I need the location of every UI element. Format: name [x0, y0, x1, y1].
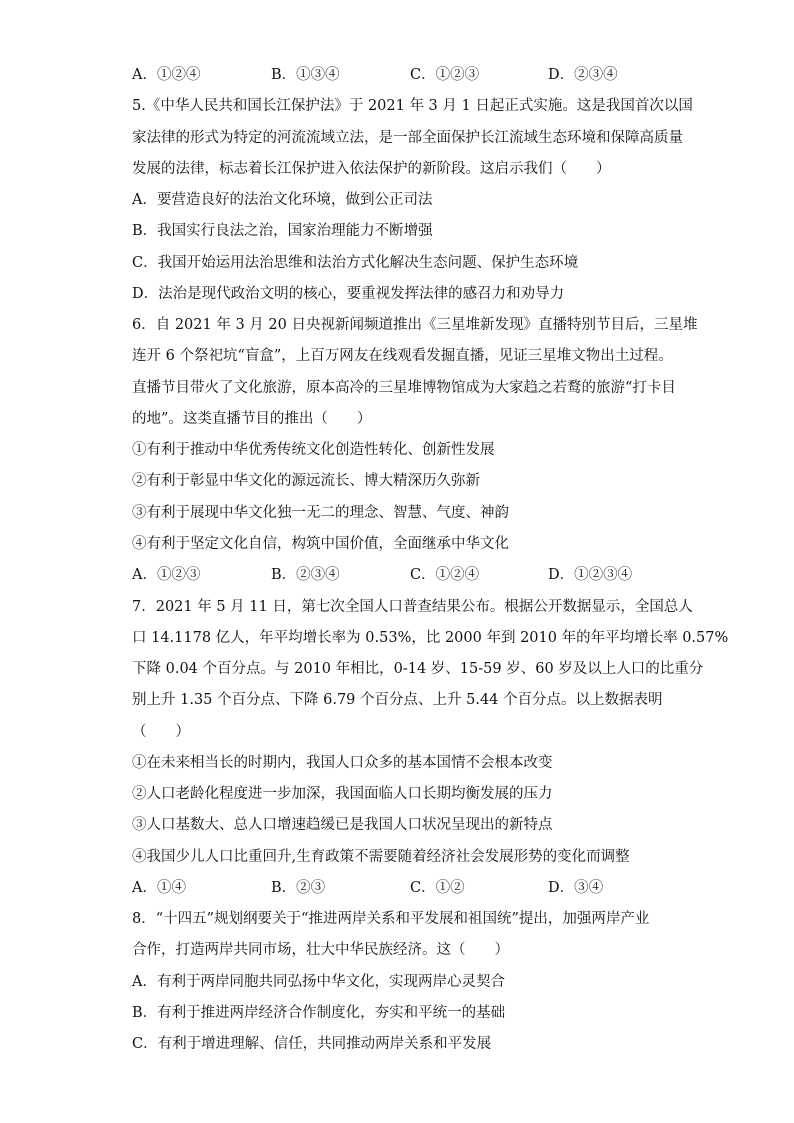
q5-choice-b[interactable]: B．我国实行良法之治，国家治理能力不断增强: [132, 223, 433, 239]
q6-statement-2: ②有利于彰显中华文化的源远流长、博大精深历久弥新: [132, 473, 480, 489]
q6-statement-1: ①有利于推动中华优秀传统文化创造性转化、创新性发展: [132, 442, 495, 458]
q8-stem-line: 合作，打造两岸共同市场，壮大中华民族经济。这（ ）: [132, 942, 509, 958]
q5-stem-line: 家法律的形式为特定的河流流域立法，是一部全面保护长江流域生态环境和保障高质量: [132, 130, 683, 146]
q6-options: [132, 565, 667, 585]
q7-options: [132, 878, 667, 898]
q6-statement-3: ③有利于展现中华文化独一无二的理念、智慧、气度、神韵: [132, 505, 509, 521]
q6-option-a[interactable]: A．①②③: [132, 567, 201, 583]
q7-statement-3: ③人口基数大、总人口增速趋缓已是我国人口状况呈现出的新特点: [132, 817, 553, 833]
q6-stem-line: 的地”。这类直播节目的推出（ ）: [132, 411, 372, 427]
q7-statement-4: ④我国少儿人口比重回升,生育政策不需要随着经济社会发展形势的变化而调整: [132, 849, 630, 865]
q6-statement-4: ④有利于坚定文化自信，构筑中国价值，全面继承中华文化: [132, 536, 509, 552]
q7-option-d[interactable]: D．③④: [548, 880, 604, 896]
q8-stem-line: 8．“十四五”规划纲要关于“推进两岸关系和平发展和祖国统”提出，加强两岸产业: [132, 911, 650, 927]
q6-stem-line: 连开 6 个祭祀坑“盲盒”，上百万网友在线观看发掘直播，见证三星堆文物出土过程。: [132, 348, 673, 364]
q6-option-b[interactable]: B．②③④: [271, 567, 340, 583]
q7-statement-2: ②人口老龄化程度进一步加深，我国面临人口长期均衡发展的压力: [132, 786, 553, 802]
q8-choice-a[interactable]: A．有利于两岸同胞共同弘扬中华文化，实现两岸心灵契合: [132, 974, 505, 990]
q5-stem-line: 5.《中华人民共和国长江保护法》于 2021 年 3 月 1 日起正式实施。这是我国首次以国: [132, 98, 693, 114]
q4-option-a[interactable]: A．①②④: [132, 67, 201, 83]
q5-choice-a[interactable]: A．要营造良好的法治文化环境，做到公正司法: [132, 192, 433, 208]
q8-choice-c[interactable]: C．有利于增进理解、信任，共同推动两岸关系和平发展: [132, 1036, 492, 1052]
q7-stem-line: 别上升 1.35 个百分点、下降 6.79 个百分点、上升 5.44 个百分点。以上数据表明: [132, 692, 663, 708]
q7-option-a[interactable]: A．①④: [132, 880, 186, 896]
q7-stem-line: 7．2021 年 5 月 11 日，第七次全国人口普查结果公布。根据公开数据显示，全国总人: [132, 599, 693, 615]
q7-option-b[interactable]: B．②③: [271, 880, 326, 896]
q7-option-c[interactable]: C．①②: [410, 880, 465, 896]
q7-stem-line: 口 14.1178 亿人，年平均增长率为 0.53%，比 2000 年到 2010 年的年平均增长率 0.57%: [132, 630, 729, 646]
q6-stem-line: 直播节目带火了文化旅游，原本高冷的三星堆博物馆成为大家趋之若鹜的旅游“打卡目: [132, 380, 676, 396]
q7-stem-line: 下降 0.04 个百分点。与 2010 年相比，0-14 岁、15-59 岁、60 岁及以上人口的比重分: [132, 661, 704, 677]
q5-choice-c[interactable]: C．我国开始运用法治思维和法治方式化解决生态问题、保护生态环境: [132, 255, 579, 271]
q6-stem-line: 6．自 2021 年 3 月 20 日央视新闻频道推出《三星堆新发现》直播特别节目后，三星堆: [132, 317, 698, 333]
q4-options: [132, 65, 667, 85]
q6-option-d[interactable]: D．①②③④: [548, 567, 633, 583]
q5-choice-d[interactable]: D．法治是现代政治文明的核心，要重视发挥法律的感召力和劝导力: [132, 286, 565, 302]
q5-stem-line: 发展的法律，标志着长江保护进入依法保护的新阶段。这启示我们（ ）: [132, 161, 611, 177]
q7-statement-1: ①在未来相当长的时期内，我国人口众多的基本国情不会根本改变: [132, 755, 553, 771]
q4-option-c[interactable]: C．①②③: [410, 67, 480, 83]
q7-stem-line: （ ）: [132, 724, 190, 740]
q6-option-c[interactable]: C．①②④: [410, 567, 480, 583]
q4-option-d[interactable]: D．②③④: [548, 67, 618, 83]
q4-option-b[interactable]: B．①③④: [271, 67, 340, 83]
q8-choice-b[interactable]: B．有利于推进两岸经济合作制度化，夯实和平统一的基础: [132, 1005, 506, 1021]
